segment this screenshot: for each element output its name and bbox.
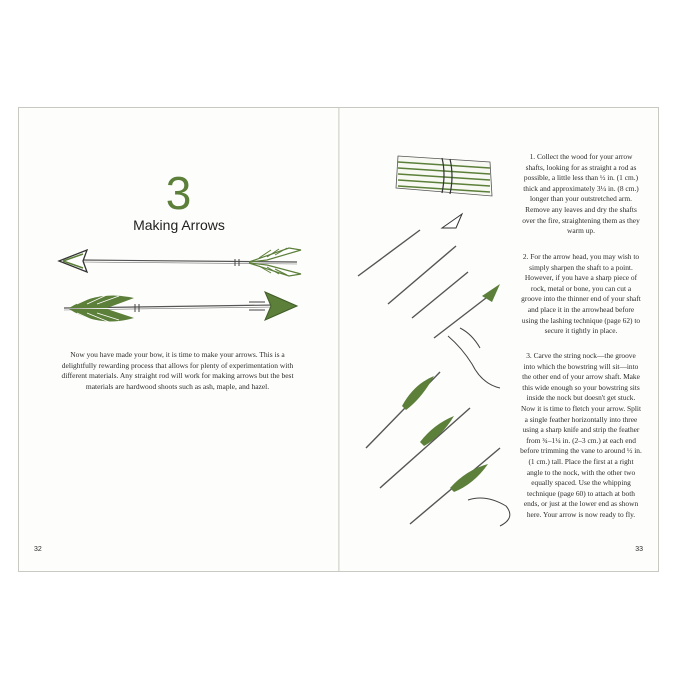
- left-page: [19, 108, 339, 571]
- arrowhead-illustration: [358, 214, 500, 388]
- book-spread: [18, 107, 659, 572]
- arrows-illustration: [39, 238, 314, 338]
- right-page: [340, 108, 658, 571]
- intro-paragraph: Now you have made your bow, it is time to make your arrows. This is a delightfully rewarding process that allows for plenty of experimentation with different materials. Any straight rod will work for making arrows but the best materials are hardwood shoots such as ash, maple, and hazel.: [61, 350, 294, 392]
- arrow-right-pointing: [64, 292, 297, 323]
- fletching-illustration: [366, 372, 510, 526]
- page-number-left: 32: [34, 546, 42, 553]
- step-3-text: 3. Carve the string nock—the groove into which the bowstring will sit—into the other end of your arrow shaft. Make this wide enough so your bowstring sits inside the nock but doesn't get stuck. Now it is time to fletch your arrow. Split a single feather horizontally into three using a sharp knife and strip the feather from ¾–1¼ in. (2–3 cm.) at each end before trimming the vane to around ½ in. (1 cm.) tall. Place the first at a right angle to the nock, with the other two equally spaced. Use the whipping technique (page 60) to attach at both ends, or just at the lower end as shown here. Your arrow is now ready to fly.: [520, 351, 642, 519]
- arrow-making-illustrations: [350, 148, 520, 528]
- chapter-title: Making Arrows: [133, 217, 225, 233]
- page-number-right: 33: [635, 546, 643, 553]
- stick-bundle-illustration: [396, 156, 492, 196]
- chapter-number: 3: [165, 167, 193, 219]
- step-2-text: 2. For the arrow head, you may wish to simply sharpen the shaft to a point. However, if you have a sharp piece of rock, metal or bone, you can cut a groove into the thinner end of your shaft and place it in the arrowhead before using the lashing technique (page 62) to secure it tightly in place.: [521, 252, 641, 336]
- step-1-text: 1. Collect the wood for your arrow shafts, looking for as straight a rod as possible, a little less than ½ in. (1 cm.) thick and approximately 3¼ in. (8 cm.) longer than your outstretched arm. Remove any leaves and dry the shafts over the fire, straightening them as they warm up.: [522, 152, 640, 236]
- arrow-left-pointing: [59, 248, 301, 276]
